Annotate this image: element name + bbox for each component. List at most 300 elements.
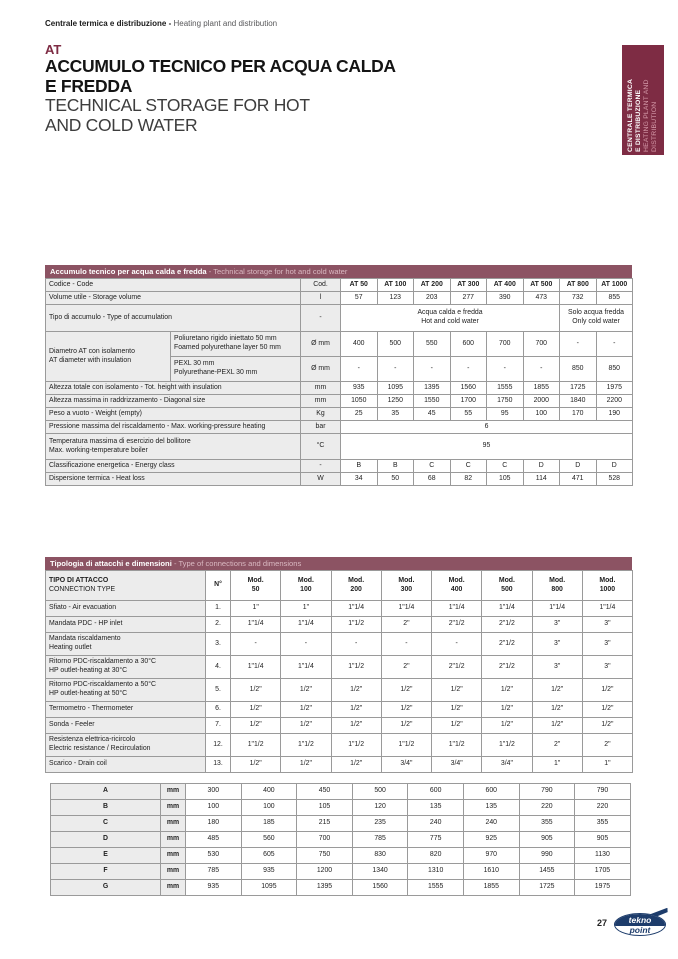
value-cell: 220 [575,800,631,816]
value-cell: 50 [377,473,414,486]
value-cell: 1"1/2 [331,734,381,757]
connection-number-cell: 7. [206,718,231,734]
section-tab-english-line2: DISTRIBUTION [651,101,658,152]
dimension-label: D [51,832,161,848]
value-cell: 830 [352,848,408,864]
row-label: Classificazione energetica - Energy class [46,460,301,473]
value-cell: 34 [341,473,378,486]
value-cell: 1"1/2 [331,617,381,633]
connections-table [45,570,633,773]
unit-cell: Ø mm [301,357,341,382]
value-cell: 1340 [352,864,408,880]
value-cell: 600 [463,784,519,800]
row-label: Scarico - Drain coil [46,757,206,773]
value-cell: 1"1/4 [281,656,331,679]
title-english-line2: AND COLD WATER [45,114,198,135]
value-cell: 3" [532,617,582,633]
column-header-label: TIPO DI ATTACCO CONNECTION TYPE [46,571,206,601]
row-label: Peso a vuoto - Weight (empty) [46,408,301,421]
logo-text-top: tekno [615,914,665,926]
connection-number-cell: 13. [206,757,231,773]
model-header: Mod. 1000 [582,571,632,601]
table2-title-light: - Type of connections and dimensions [173,559,302,568]
value-cell: 850 [596,357,633,382]
value-cell: D [523,460,560,473]
value-cell: 1/2" [381,702,431,718]
value-cell: 400 [341,332,378,357]
value-cell: 790 [519,784,575,800]
value-cell: 925 [463,832,519,848]
connection-number-cell: 1. [206,601,231,617]
full-span-value-cell: 6 [341,421,633,434]
unit-cell: Kg [301,408,341,421]
value-cell: 68 [414,473,451,486]
value-cell: 700 [297,832,353,848]
value-cell: 240 [463,816,519,832]
model-header: Mod. 400 [432,571,482,601]
value-cell: 170 [560,408,597,421]
model-header: Mod. 300 [381,571,431,601]
unit-cell: - [301,305,341,332]
value-cell: 1/2" [582,702,632,718]
row-label: Temperatura massima di esercizio del bollitore Max. working-temperature boiler [46,434,301,460]
unit-cell: mm [161,848,186,864]
value-cell: 1"1/2 [231,734,281,757]
table2-title-bar [45,557,632,570]
section-tab-italian-line1: CENTRALE TERMICA [627,78,634,152]
value-cell: 600 [450,332,487,357]
value-cell: 1610 [463,864,519,880]
value-cell: 790 [575,784,631,800]
value-cell: 300 [186,784,242,800]
model-header: AT 800 [560,279,597,292]
section-tab-english-line1: HEATING PLANT AND [643,79,650,152]
value-cell: 114 [523,473,560,486]
value-cell: 530 [186,848,242,864]
value-cell: 105 [487,473,524,486]
dimension-label: A [51,784,161,800]
value-cell: 550 [414,332,451,357]
value-cell: 1750 [487,395,524,408]
model-header: Mod. 200 [331,571,381,601]
value-cell: 1050 [341,395,378,408]
value-cell: 1/2" [231,702,281,718]
value-cell: 820 [408,848,464,864]
unit-cell: bar [301,421,341,434]
model-header: Mod. 500 [482,571,532,601]
unit-cell: °C [301,434,341,460]
value-cell: 1/2" [532,718,582,734]
value-cell: 1"1/4 [281,617,331,633]
model-header: AT 50 [341,279,378,292]
value-cell: 3/4" [482,757,532,773]
value-cell: 180 [186,816,242,832]
value-cell: 185 [241,816,297,832]
value-cell: 100 [186,800,242,816]
value-cell: C [487,460,524,473]
model-header: AT 200 [414,279,451,292]
value-cell: 1"1/4 [381,601,431,617]
value-cell: 1/2" [281,702,331,718]
value-cell: 355 [575,816,631,832]
row-label: Ritorno PDC-riscaldamento a 30°C HP outlet-heating at 30°C [46,656,206,679]
value-cell: 1395 [414,382,451,395]
value-cell: 135 [463,800,519,816]
connection-number-cell: 12. [206,734,231,757]
value-cell: 1"1/4 [231,617,281,633]
row-label: Dispersione termica - Heat loss [46,473,301,486]
value-cell: 1"1/4 [331,601,381,617]
table1-title-light: - Technical storage for hot and cold water [208,267,348,276]
value-cell: 123 [377,292,414,305]
value-cell: 1725 [519,880,575,896]
unit-cell: mm [161,800,186,816]
value-cell: 1"1/2 [482,734,532,757]
value-cell: 1975 [596,382,633,395]
value-cell: 905 [519,832,575,848]
value-cell: D [596,460,633,473]
model-header: AT 100 [377,279,414,292]
model-header: Mod. 100 [281,571,331,601]
number-column-header: N° [206,571,231,601]
value-cell: 1/2" [482,679,532,702]
value-cell: - [281,633,331,656]
value-cell: 850 [560,357,597,382]
breadcrumb [45,19,277,28]
value-cell: - [377,357,414,382]
unit-cell: l [301,292,341,305]
value-cell: 1560 [352,880,408,896]
unit-cell: - [301,460,341,473]
value-cell: 2200 [596,395,633,408]
connection-number-cell: 6. [206,702,231,718]
value-cell: 1700 [450,395,487,408]
value-cell: 775 [408,832,464,848]
value-cell: 990 [519,848,575,864]
value-cell: 970 [463,848,519,864]
value-cell: 45 [414,408,451,421]
value-cell: - [231,633,281,656]
value-cell: 1"1/4 [432,601,482,617]
value-cell: 3" [582,633,632,656]
unit-cell: mm [161,832,186,848]
value-cell: 1/2" [482,702,532,718]
dimension-label: F [51,864,161,880]
value-cell: 1725 [560,382,597,395]
value-cell: - [414,357,451,382]
span-value-cell: Solo acqua fredda Only cold water [560,305,633,332]
value-cell: - [432,633,482,656]
unit-cell: mm [161,816,186,832]
value-cell: 1/2" [432,718,482,734]
row-label: Sfiato - Air evacuation [46,601,206,617]
value-cell: 605 [241,848,297,864]
value-cell: 1" [281,601,331,617]
value-cell: 1/2" [582,718,632,734]
unit-cell: W [301,473,341,486]
value-cell: 1/2" [281,679,331,702]
breadcrumb-italian: Centrale termica e distribuzione - [45,19,172,28]
model-header: AT 500 [523,279,560,292]
model-header: AT 300 [450,279,487,292]
dimension-label: G [51,880,161,896]
value-cell: 1"1/2 [381,734,431,757]
title-italian [45,57,396,96]
value-cell: 3" [532,633,582,656]
value-cell: 1/2" [432,679,482,702]
value-cell: 57 [341,292,378,305]
technical-storage-table [45,278,633,486]
value-cell: 215 [297,816,353,832]
row-label: Mandata riscaldamento Heating outlet [46,633,206,656]
value-cell: 1"1/2 [432,734,482,757]
model-header: Mod. 50 [231,571,281,601]
value-cell: 732 [560,292,597,305]
value-cell: 120 [352,800,408,816]
value-cell: 35 [377,408,414,421]
value-cell: 2000 [523,395,560,408]
value-cell: 203 [414,292,451,305]
section-tab-text [622,45,664,155]
value-cell: B [341,460,378,473]
connection-number-cell: 3. [206,633,231,656]
model-header: AT 1000 [596,279,633,292]
value-cell: 1130 [575,848,631,864]
value-cell: 3" [582,617,632,633]
value-cell: 785 [352,832,408,848]
row-sublabel: PEXL 30 mm Polyurethane-PEXL 30 mm [171,357,301,382]
value-cell: D [560,460,597,473]
value-cell: 785 [186,864,242,880]
value-cell: 935 [341,382,378,395]
unit-cell: mm [161,880,186,896]
connection-number-cell: 2. [206,617,231,633]
value-cell: 500 [352,784,408,800]
value-cell: 1" [532,757,582,773]
value-cell: 1975 [575,880,631,896]
value-cell: 1705 [575,864,631,880]
unit-cell: mm [301,382,341,395]
value-cell: 1455 [519,864,575,880]
value-cell: 1250 [377,395,414,408]
value-cell: 1310 [408,864,464,880]
value-cell: 2"1/2 [482,633,532,656]
value-cell: 1"1/4 [532,601,582,617]
value-cell: 1"1/2 [331,656,381,679]
value-cell: 190 [596,408,633,421]
value-cell: 100 [241,800,297,816]
value-cell: 3/4" [381,757,431,773]
value-cell: 473 [523,292,560,305]
value-cell: B [377,460,414,473]
value-cell: 1/2" [381,679,431,702]
value-cell: - [560,332,597,357]
value-cell: 220 [519,800,575,816]
value-cell: 1200 [297,864,353,880]
value-cell: - [341,357,378,382]
unit-cell: mm [161,784,186,800]
value-cell: 471 [560,473,597,486]
product-code: AT [45,42,62,57]
value-cell: 1" [231,601,281,617]
row-label: Resistenza elettrica-ricircolo Electric resistance / Recirculation [46,734,206,757]
value-cell: 3" [532,656,582,679]
value-cell: 2"1/2 [432,617,482,633]
value-cell: 1/2" [231,718,281,734]
value-cell: 1095 [241,880,297,896]
value-cell: 2" [381,656,431,679]
value-cell: 528 [596,473,633,486]
value-cell: - [523,357,560,382]
value-cell: 560 [241,832,297,848]
title-italian-line2: E FREDDA [45,75,133,96]
value-cell: 600 [408,784,464,800]
logo-text-bottom: point [629,925,651,935]
value-cell: C [414,460,451,473]
value-cell: 82 [450,473,487,486]
value-cell: 935 [186,880,242,896]
value-cell: 485 [186,832,242,848]
value-cell: 1555 [408,880,464,896]
value-cell: 1" [582,757,632,773]
value-cell: 100 [523,408,560,421]
value-cell: 2" [582,734,632,757]
row-label: Diametro AT con isolamento AT diameter with insulation [46,332,171,382]
value-cell: - [331,633,381,656]
table2-title-bold: Tipologia di attacchi e dimensioni [50,559,172,568]
value-cell: 1560 [450,382,487,395]
value-cell: 1855 [523,382,560,395]
teknopoint-logo [614,910,666,936]
row-label: Altezza totale con isolamento - Tot. height with insulation [46,382,301,395]
value-cell: 105 [297,800,353,816]
value-cell: 1/2" [532,679,582,702]
value-cell: 500 [377,332,414,357]
row-label: Ritorno PDC-riscaldamento a 50°C HP outlet-heating at 50°C [46,679,206,702]
value-cell: 2"1/2 [482,656,532,679]
value-cell: 1855 [463,880,519,896]
table1-title-bar [45,265,632,278]
value-cell: 1395 [297,880,353,896]
logo-ellipse [614,913,666,936]
value-cell: 1/2" [281,757,331,773]
page-number: 27 [596,918,607,928]
value-cell: 2" [532,734,582,757]
value-cell: 400 [241,784,297,800]
page-title-block [45,42,396,135]
value-cell: 1/2" [281,718,331,734]
value-cell: 1/2" [231,757,281,773]
model-header: Mod. 800 [532,571,582,601]
value-cell: 1/2" [532,702,582,718]
value-cell: C [450,460,487,473]
breadcrumb-english: Heating plant and distribution [173,19,278,28]
value-cell: 2" [381,617,431,633]
dimension-label: B [51,800,161,816]
value-cell: 390 [487,292,524,305]
value-cell: 1/2" [331,718,381,734]
value-cell: 1095 [377,382,414,395]
value-cell: 235 [352,816,408,832]
value-cell: 277 [450,292,487,305]
unit-cell: mm [301,395,341,408]
value-cell: 1"1/4 [482,601,532,617]
value-cell: 3" [582,656,632,679]
dimension-label: C [51,816,161,832]
value-cell: 1/2" [482,718,532,734]
value-cell: 935 [241,864,297,880]
table1-title-bold: Accumulo tecnico per acqua calda e fredda [50,267,207,276]
value-cell: 855 [596,292,633,305]
section-tab-italian-line2: E DISTRIBUZIONE [635,89,642,152]
value-cell: - [487,357,524,382]
value-cell: 1/2" [331,757,381,773]
value-cell: 1/2" [231,679,281,702]
value-cell: 905 [575,832,631,848]
value-cell: 135 [408,800,464,816]
row-label: Volume utile - Storage volume [46,292,301,305]
title-english-line1: TECHNICAL STORAGE FOR HOT [45,95,310,115]
unit-cell: Ø mm [301,332,341,357]
value-cell: 1/2" [331,679,381,702]
dimension-label: E [51,848,161,864]
title-english [45,96,396,135]
value-cell: 2"1/2 [432,656,482,679]
value-cell: 1/2" [381,718,431,734]
value-cell: 1550 [414,395,451,408]
value-cell: 355 [519,816,575,832]
value-cell: - [381,633,431,656]
value-cell: 3/4" [432,757,482,773]
value-cell: 1555 [487,382,524,395]
dimensions-table [50,783,631,896]
value-cell: 1/2" [582,679,632,702]
value-cell: 1"1/4 [231,656,281,679]
value-cell: 1"1/4 [582,601,632,617]
row-label: Sonda - Feeler [46,718,206,734]
value-cell: 55 [450,408,487,421]
full-span-value-cell: 95 [341,434,633,460]
value-cell: 1840 [560,395,597,408]
value-cell: 750 [297,848,353,864]
section-tab [622,45,664,155]
connection-number-cell: 4. [206,656,231,679]
value-cell: 95 [487,408,524,421]
row-label: Tipo di accumulo - Type of accumulation [46,305,301,332]
row-label: Mandata PDC - HP inlet [46,617,206,633]
connection-number-cell: 5. [206,679,231,702]
row-label: Pressione massima del riscaldamento - Max. working-pressure heating [46,421,301,434]
value-cell: 1/2" [331,702,381,718]
value-cell: 1"1/2 [281,734,331,757]
title-italian-line1: ACCUMULO TECNICO PER ACQUA CALDA [45,56,396,76]
value-cell: 700 [487,332,524,357]
row-label: Codice - Code [46,279,301,292]
value-cell: 1/2" [432,702,482,718]
value-cell: - [596,332,633,357]
model-header: AT 400 [487,279,524,292]
unit-cell: mm [161,864,186,880]
row-label: Termometro - Thermometer [46,702,206,718]
unit-cell: Cod. [301,279,341,292]
value-cell: 2"1/2 [482,617,532,633]
value-cell: 700 [523,332,560,357]
span-value-cell: Acqua calda e fredda Hot and cold water [341,305,560,332]
value-cell: 25 [341,408,378,421]
page-footer [597,910,666,936]
value-cell: 450 [297,784,353,800]
value-cell: 240 [408,816,464,832]
